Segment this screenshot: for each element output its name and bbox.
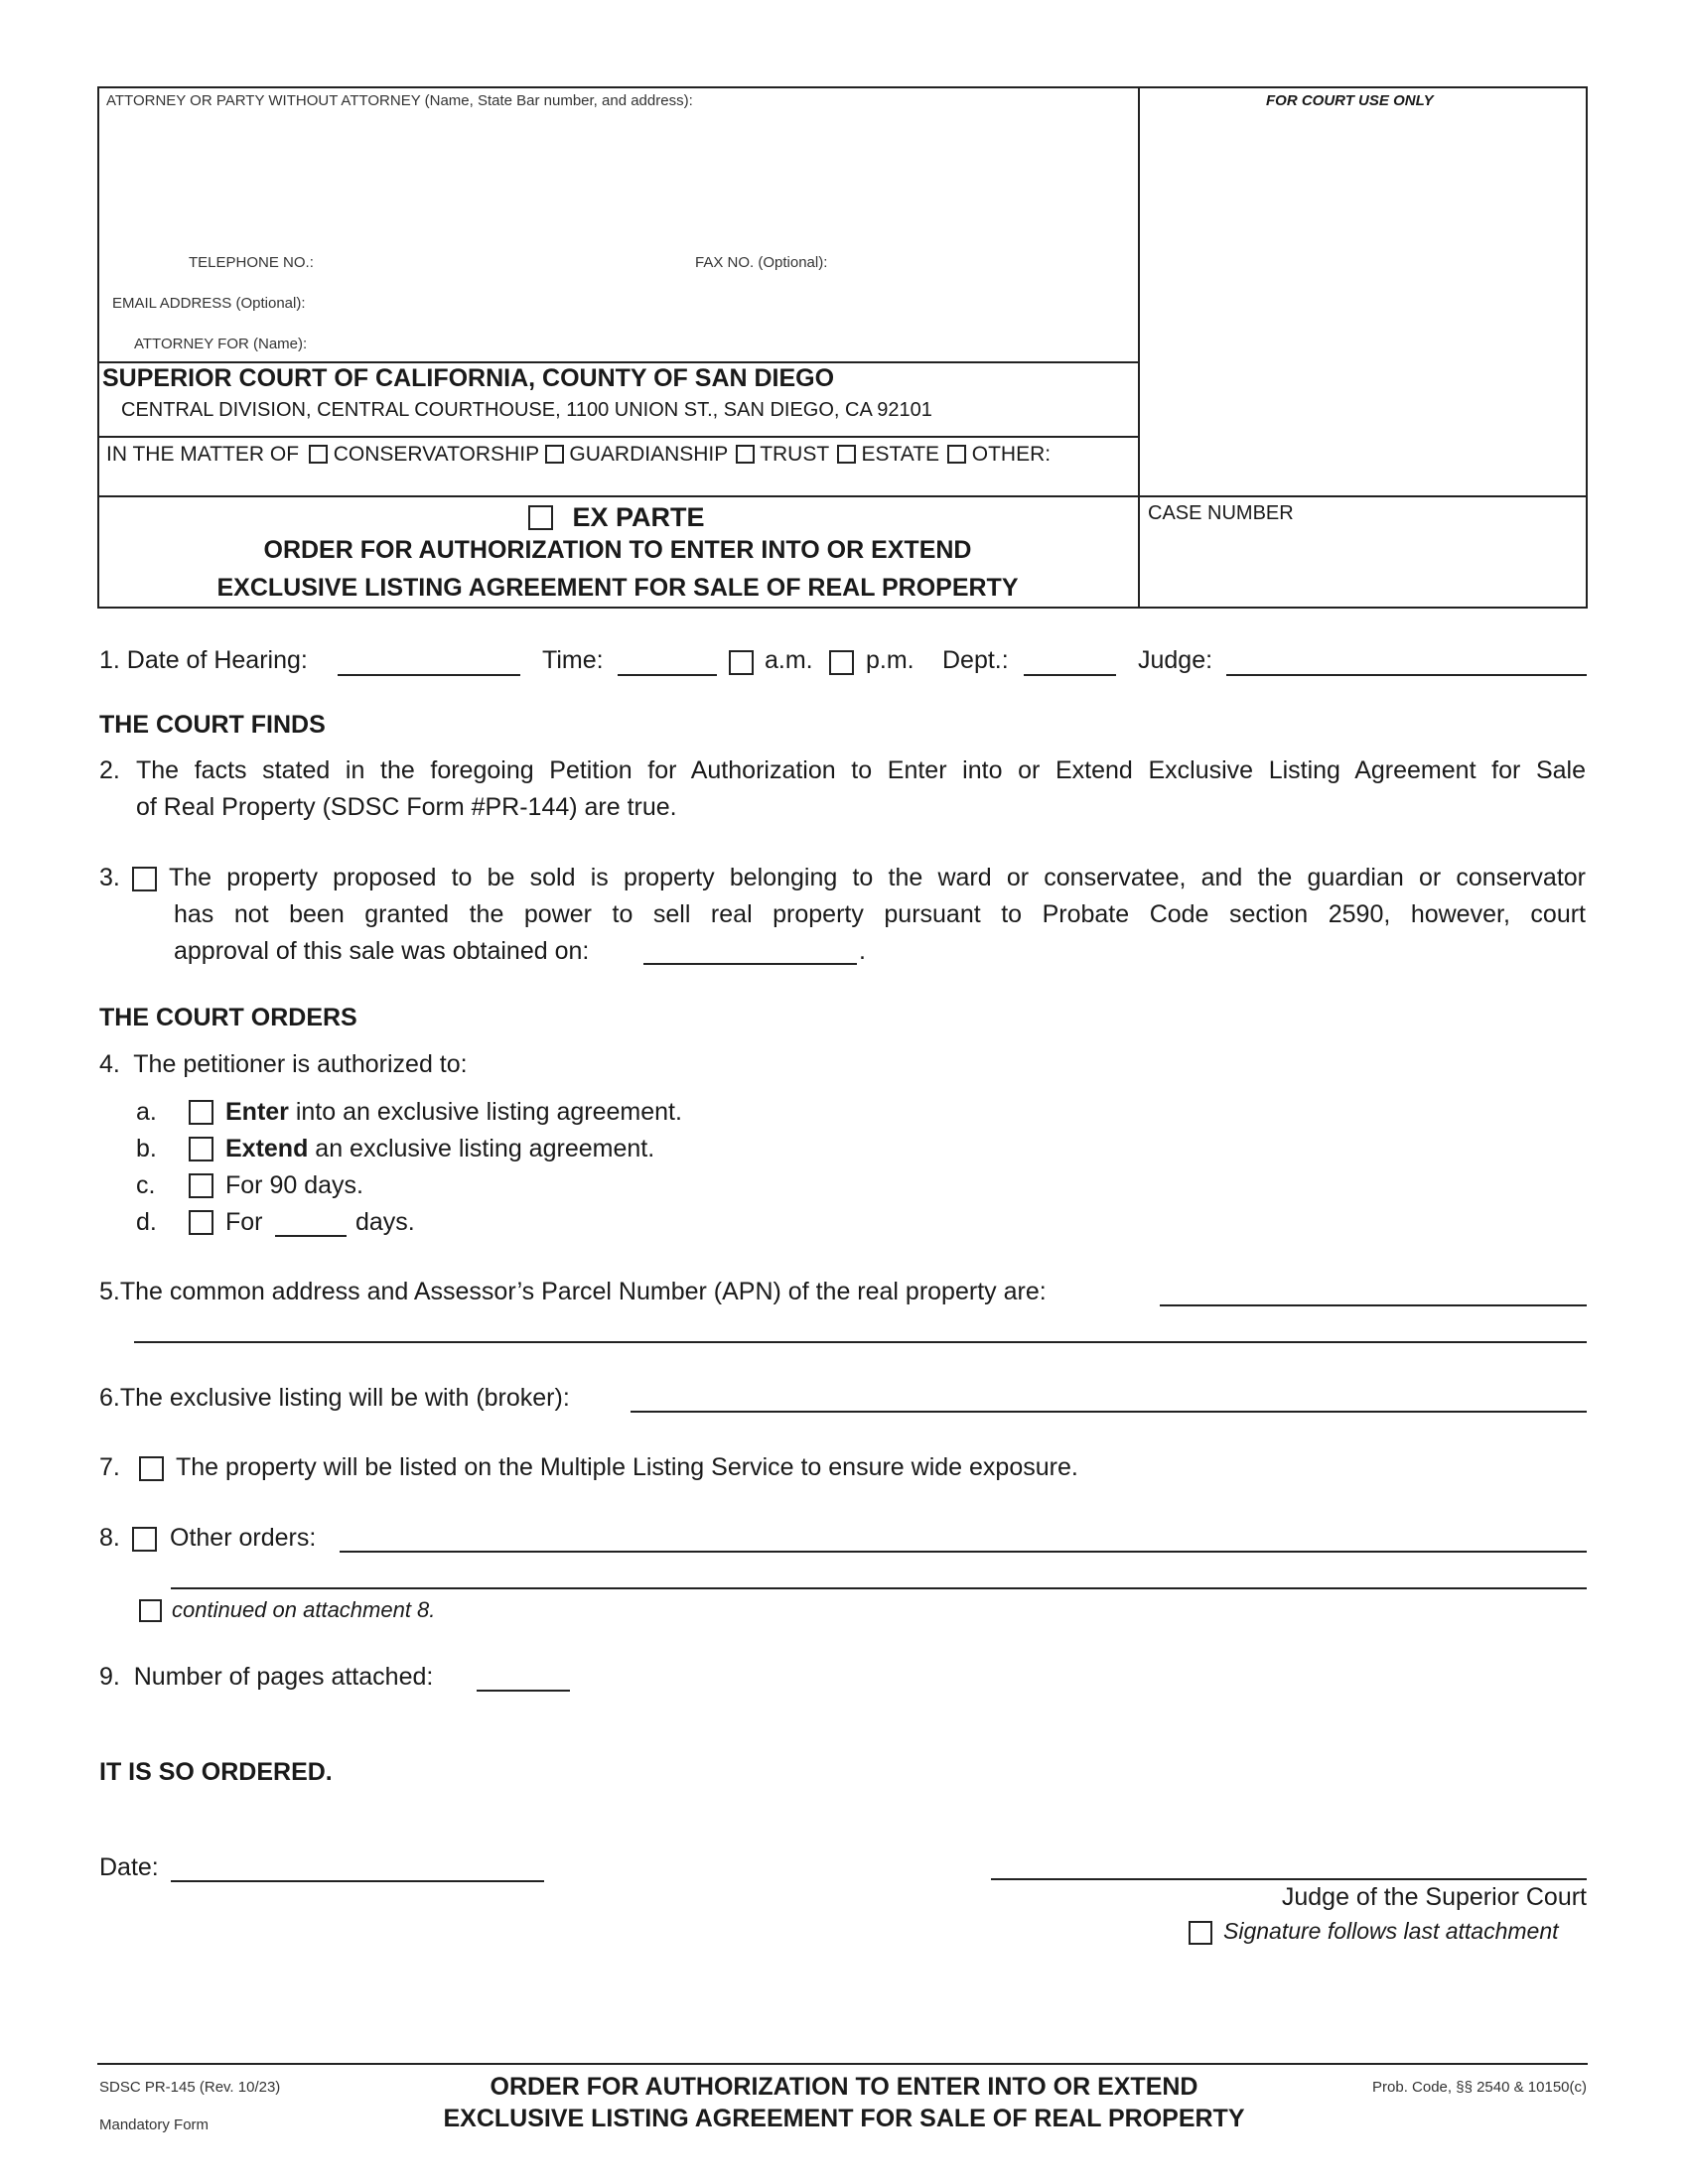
pm-label: p.m. <box>866 646 914 674</box>
case-number-field[interactable] <box>1148 531 1580 601</box>
hearing-time-label: Time: <box>542 646 604 674</box>
judge-signature-field[interactable] <box>991 1878 1587 1880</box>
attorney-for-label: ATTORNEY FOR (Name): <box>134 336 308 352</box>
fax-label: FAX NO. (Optional): <box>695 254 828 271</box>
other-checkbox[interactable] <box>947 445 966 464</box>
dept-field[interactable] <box>1024 674 1116 676</box>
court-orders-heading: THE COURT ORDERS <box>99 1004 357 1031</box>
hearing-date-field[interactable] <box>338 674 520 676</box>
item2-num: 2. <box>99 756 120 784</box>
hearing-date-label: 1. Date of Hearing: <box>99 646 308 674</box>
item4a-checkbox[interactable] <box>189 1100 213 1125</box>
property-address-field-line2[interactable] <box>134 1341 1587 1343</box>
item7-checkbox[interactable] <box>139 1456 164 1481</box>
dept-label: Dept.: <box>942 646 1009 674</box>
email-field[interactable] <box>333 290 1127 314</box>
item3-text-line3: approval of this sale was obtained on: <box>174 937 590 965</box>
telephone-field[interactable] <box>333 250 680 274</box>
item4-intro: 4. The petitioner is authorized to: <box>99 1050 468 1078</box>
item3-text-line1: The property proposed to be sold is property belonging to the ward or conservatee, and the guardian or conservator <box>169 864 1586 891</box>
document-title-line1: ORDER FOR AUTHORIZATION TO ENTER INTO OR EXTEND <box>263 536 972 564</box>
estate-checkbox[interactable] <box>837 445 856 464</box>
document-title-line2: EXCLUSIVE LISTING AGREEMENT FOR SALE OF REAL PROPERTY <box>216 574 1019 602</box>
title-divider <box>97 495 1588 497</box>
item4b-bold: Extend <box>225 1135 309 1162</box>
item8-checkbox[interactable] <box>132 1527 157 1552</box>
court-name-divider <box>97 361 1138 363</box>
estate-label: ESTATE <box>861 443 940 466</box>
item4a-bold: Enter <box>225 1098 289 1126</box>
ex-parte-row <box>528 502 705 533</box>
item4a-letter: a. <box>136 1098 157 1126</box>
item3-num: 3. <box>99 864 120 891</box>
item4d-days-field[interactable] <box>275 1235 347 1237</box>
item7-num: 7. <box>99 1453 120 1481</box>
item3-checkbox[interactable] <box>132 867 157 891</box>
item8-text: Other orders: <box>170 1524 317 1552</box>
email-label: EMAIL ADDRESS (Optional): <box>112 295 306 312</box>
court-use-label: FOR COURT USE ONLY <box>1266 92 1434 109</box>
item2-text-line2: of Real Property (SDSC Form #PR-144) are true. <box>136 793 677 821</box>
item8-num: 8. <box>99 1524 120 1552</box>
broker-field[interactable] <box>631 1411 1587 1413</box>
matter-label: IN THE MATTER OF <box>106 443 300 466</box>
footer-mandatory: Mandatory Form <box>99 2116 210 2133</box>
court-address: CENTRAL DIVISION, CENTRAL COURTHOUSE, 1100 UNION ST., SAN DIEGO, CA 92101 <box>121 399 932 421</box>
item4d-days-label: days. <box>355 1208 415 1236</box>
matter-row <box>106 443 1051 467</box>
ex-parte-label: EX PARTE <box>572 502 705 532</box>
continued-label: continued on attachment 8. <box>172 1597 436 1622</box>
footer-title-line1: ORDER FOR AUTHORIZATION TO ENTER INTO OR EXTEND <box>490 2073 1198 2101</box>
item4b-rest: an exclusive listing agreement. <box>308 1135 655 1162</box>
court-finds-heading: THE COURT FINDS <box>99 711 326 739</box>
pages-attached-field[interactable] <box>477 1690 570 1692</box>
signature-follows-label: Signature follows last attachment <box>1223 1918 1559 1944</box>
item2-text-line1: The facts stated in the foregoing Petition for Authorization to Enter into or Extend Exclusive Listing Agreement for Sale <box>136 756 1586 784</box>
footer-code: Prob. Code, §§ 2540 & 10150(c) <box>1372 2079 1587 2096</box>
signature-date-label: Date: <box>99 1853 159 1881</box>
other-orders-field-line1[interactable] <box>340 1551 1587 1553</box>
trust-checkbox[interactable] <box>736 445 755 464</box>
item1-row <box>99 646 1589 682</box>
ex-parte-checkbox[interactable] <box>528 505 553 530</box>
item4d-checkbox[interactable] <box>189 1210 213 1235</box>
fax-field[interactable] <box>849 250 1127 274</box>
matter-divider <box>97 436 1138 438</box>
judge-label: Judge: <box>1138 646 1213 674</box>
item4a-rest: into an exclusive listing agreement. <box>288 1098 682 1126</box>
judge-signature-label: Judge of the Superior Court <box>1281 1883 1587 1911</box>
item4b-checkbox[interactable] <box>189 1137 213 1161</box>
judge-field[interactable] <box>1226 674 1587 676</box>
telephone-label: TELEPHONE NO.: <box>189 254 314 271</box>
trust-label: TRUST <box>760 443 829 466</box>
matter-name-field[interactable] <box>104 469 1132 492</box>
am-label: a.m. <box>765 646 813 674</box>
continued-checkbox[interactable] <box>139 1599 162 1622</box>
item5-label: 5.The common address and Assessor’s Parcel Number (APN) of the real property are: <box>99 1278 1047 1305</box>
item7-text: The property will be listed on the Multiple Listing Service to ensure wide exposure. <box>176 1453 1078 1481</box>
item3-text-line2: has not been granted the power to sell real property pursuant to Probate Code section 2590, however, court <box>174 900 1586 928</box>
item4c-checkbox[interactable] <box>189 1173 213 1198</box>
item4a-text <box>225 1098 682 1127</box>
item4c-letter: c. <box>136 1171 156 1199</box>
footer-title-line2: EXCLUSIVE LISTING AGREEMENT FOR SALE OF REAL PROPERTY <box>443 2105 1245 2132</box>
attorney-for-field[interactable] <box>333 331 1127 354</box>
hearing-time-field[interactable] <box>618 674 717 676</box>
conservatorship-label: CONSERVATORSHIP <box>333 443 539 466</box>
case-number-label: CASE NUMBER <box>1148 502 1294 524</box>
signature-follows-checkbox[interactable] <box>1189 1921 1212 1945</box>
pm-checkbox[interactable] <box>829 650 854 675</box>
item9-label: 9. Number of pages attached: <box>99 1663 434 1691</box>
attorney-label: ATTORNEY OR PARTY WITHOUT ATTORNEY (Name, State Bar number, and address): <box>106 92 693 109</box>
guardianship-label: GUARDIANSHIP <box>569 443 728 466</box>
property-address-field-line1[interactable] <box>1160 1304 1587 1306</box>
court-use-area <box>1142 114 1584 491</box>
other-label: OTHER: <box>971 443 1052 466</box>
signature-date-field[interactable] <box>171 1880 544 1882</box>
item6-label: 6.The exclusive listing will be with (broker): <box>99 1384 570 1412</box>
item4b-text <box>225 1135 654 1163</box>
conservatorship-checkbox[interactable] <box>309 445 328 464</box>
court-name: SUPERIOR COURT OF CALIFORNIA, COUNTY OF SAN DIEGO <box>102 364 835 392</box>
am-checkbox[interactable] <box>729 650 754 675</box>
approval-date-field[interactable] <box>643 963 857 965</box>
footer-form-id: SDSC PR-145 (Rev. 10/23) <box>99 2079 281 2096</box>
item3-period: . <box>859 937 866 965</box>
item4b-letter: b. <box>136 1135 157 1162</box>
item4d-for: For <box>225 1208 263 1236</box>
footer-rule <box>97 2063 1588 2065</box>
attorney-name-address-field[interactable] <box>104 114 1127 248</box>
guardianship-checkbox[interactable] <box>545 445 564 464</box>
caption-divider-vertical <box>1138 86 1140 609</box>
item4d-letter: d. <box>136 1208 157 1236</box>
so-ordered: IT IS SO ORDERED. <box>99 1758 333 1786</box>
item4c-text: For 90 days. <box>225 1171 363 1199</box>
other-orders-field-line2[interactable] <box>171 1587 1587 1589</box>
